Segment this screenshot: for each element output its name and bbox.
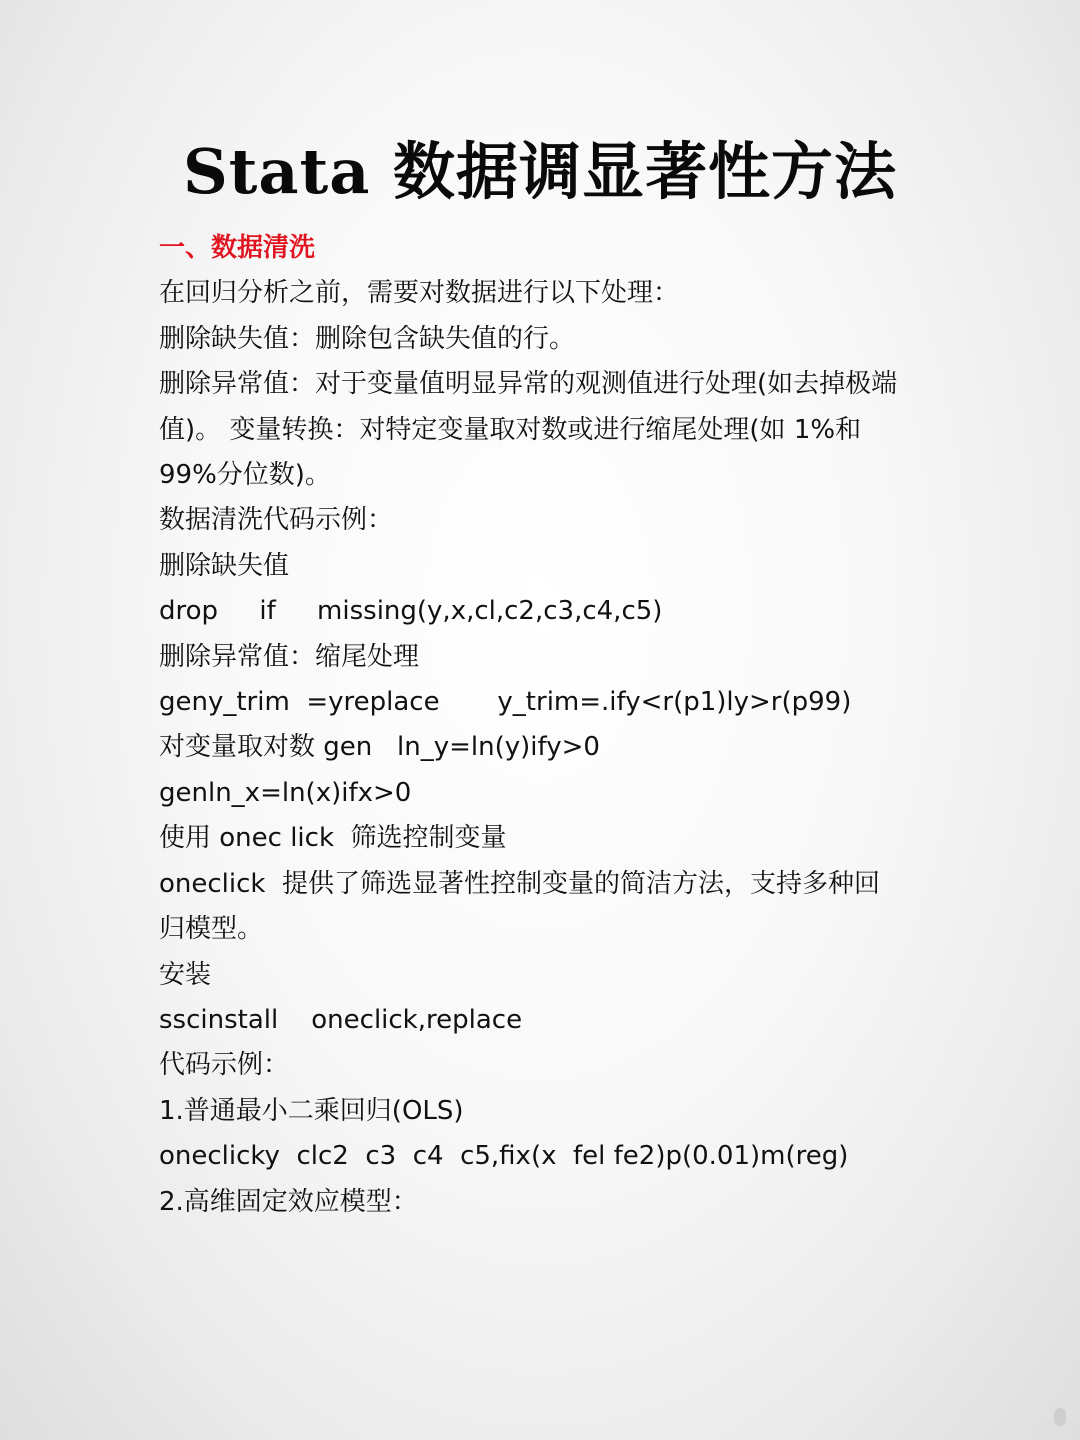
text-line: 归模型。 — [159, 914, 264, 945]
section-heading: 一、数据清洗 — [159, 233, 316, 263]
text-line: oneclick 提供了筛选显著性控制变量的简洁方法，支持多种回 — [159, 868, 881, 899]
text-line: 删除异常值：缩尾处理 — [159, 641, 420, 672]
code-line: genln_x=ln(x)ifx>0 — [159, 777, 412, 808]
page-title: Stata 数据调显著性方法 — [183, 135, 897, 208]
text-line: 删除缺失值：删除包含缺失值的行。 — [159, 323, 576, 354]
code-line: oneclicky clc2 c3 c4 c5,fix(x fel fe2)p(0.01)m(reg) — [159, 1141, 849, 1172]
text-line: 在回归分析之前，需要对数据进行以下处理： — [159, 278, 680, 309]
text-line: 删除异常值：对于变量值明显异常的观测值进行处理(如去掉极端 — [159, 369, 898, 400]
text-line: 99%分位数)。 — [159, 460, 331, 491]
text-line: 数据清洗代码示例： — [159, 505, 394, 536]
code-line: drop if missing(y,x,cl,c2,c3,c4,c5) — [159, 596, 663, 627]
code-line: sscinstall oneclick,replace — [159, 1004, 523, 1035]
document-body — [159, 226, 929, 1225]
text-line: 删除缺失值 — [159, 550, 290, 581]
text-line: 安装 — [159, 959, 212, 990]
code-line: geny_trim =yreplace y_trim=.ify<r(p1)ly>r(p99) — [159, 687, 852, 718]
text-line: 值)。 变量转换：对特定变量取对数或进行缩尾处理(如 1%和 — [159, 414, 862, 445]
text-line: 1.普通最小二乘回归(OLS) — [159, 1095, 464, 1126]
text-line: 2.高维固定效应模型： — [159, 1186, 418, 1217]
watermark — [1054, 1408, 1066, 1426]
text-line: 使用 onec lick 筛选控制变量 — [159, 823, 507, 854]
text-line: 代码示例： — [159, 1050, 290, 1081]
code-line: 对变量取对数 gen ln_y=ln(y)ify>0 — [159, 732, 600, 763]
